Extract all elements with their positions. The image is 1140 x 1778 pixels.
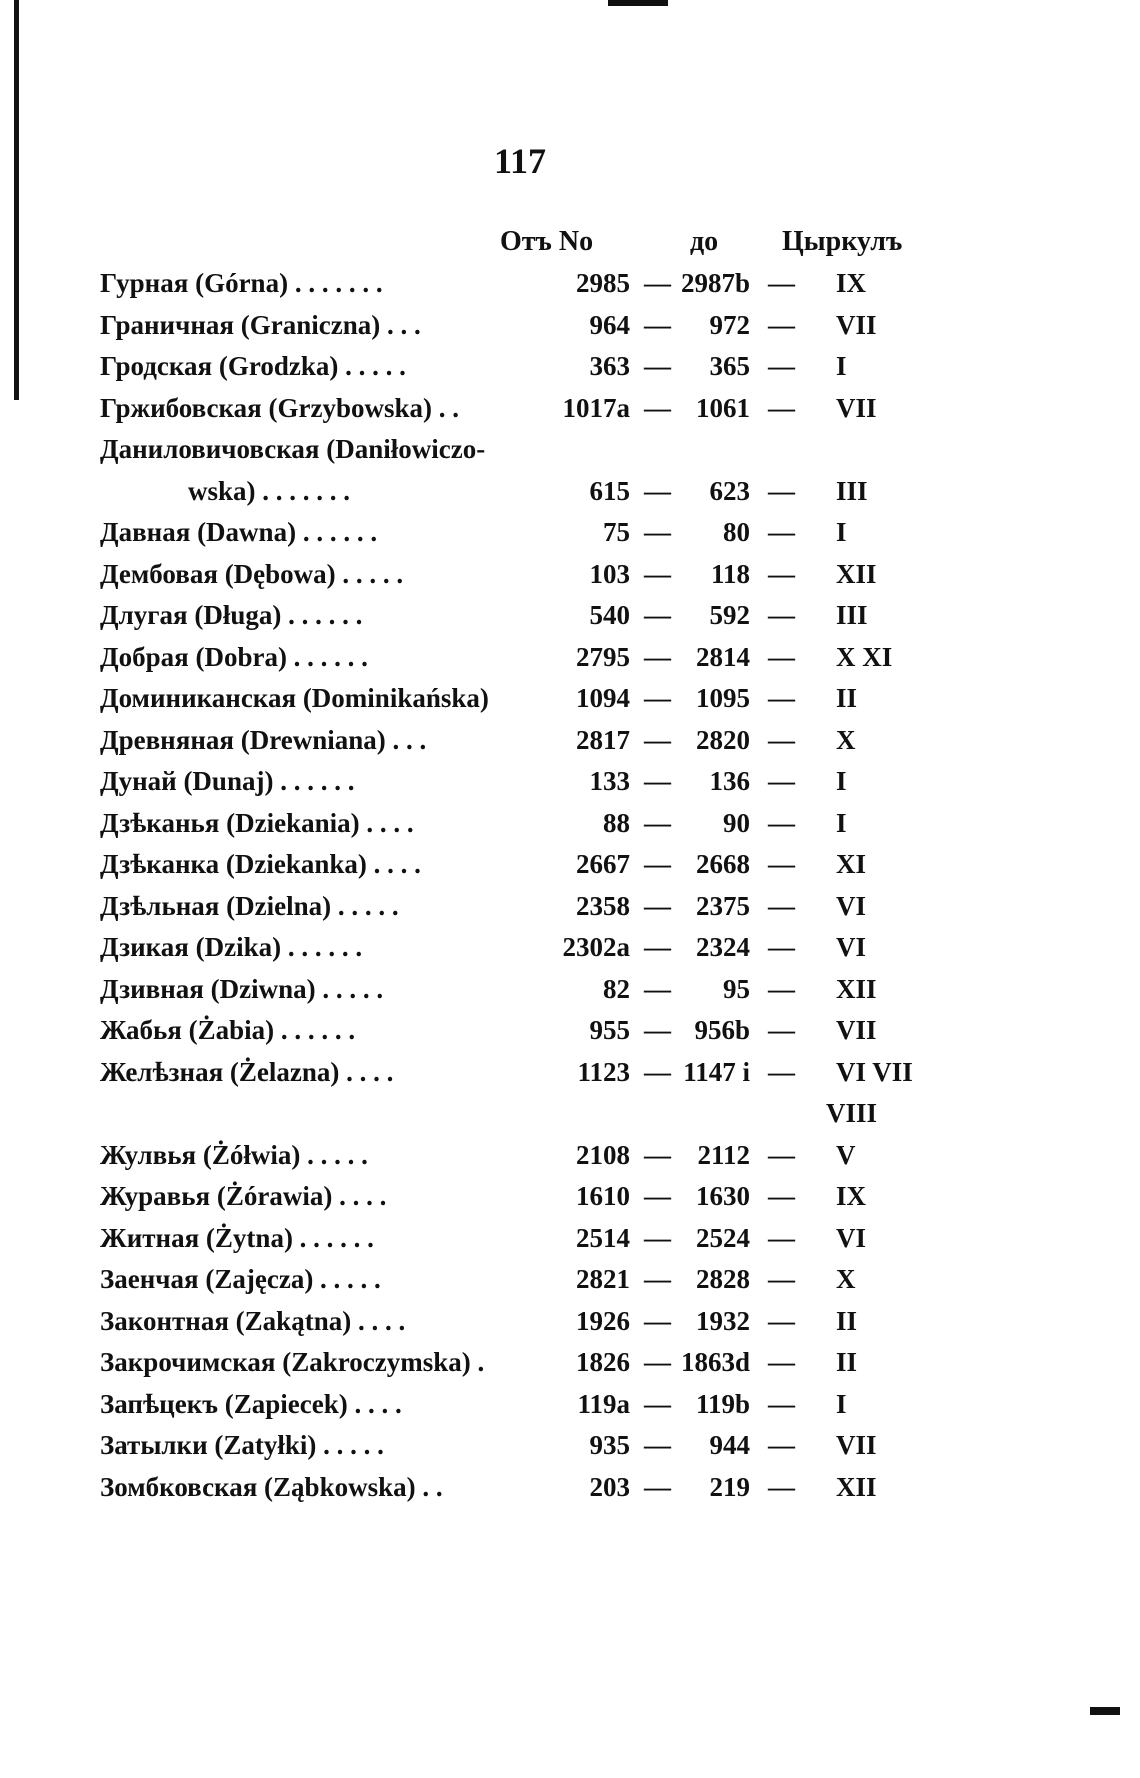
circuit-number: VI VII bbox=[836, 1056, 913, 1087]
street-name: Жулвья (Żółwia) . . . . . bbox=[100, 1139, 368, 1170]
house-from: 119a bbox=[577, 1388, 630, 1419]
table-row bbox=[0, 393, 1140, 435]
house-to: 2668 bbox=[696, 849, 750, 879]
house-from: 2514 bbox=[576, 1222, 630, 1253]
street-name: Дзѣльная (Dzielna) . . . . . bbox=[100, 890, 399, 921]
range-dash: — bbox=[644, 1015, 671, 1045]
house-to: 2324 bbox=[696, 932, 750, 962]
circuit-number: VII bbox=[836, 1430, 877, 1460]
range-dash: — bbox=[644, 351, 671, 381]
street-name: Древняная (Drewniana) . . . bbox=[100, 724, 427, 755]
house-from: 103 bbox=[589, 558, 630, 589]
house-from: 2795 bbox=[576, 641, 630, 672]
column-header-row bbox=[0, 226, 1140, 266]
house-to: 2524 bbox=[696, 1222, 750, 1253]
house-to: 118 bbox=[710, 558, 750, 589]
range-dash: — bbox=[644, 600, 671, 630]
range-dash: — bbox=[644, 517, 671, 547]
range-dash: — bbox=[644, 890, 671, 921]
circuit-number: VI bbox=[836, 932, 867, 962]
house-to: 95 bbox=[723, 973, 750, 1004]
table-row bbox=[0, 1306, 1140, 1348]
table-row bbox=[0, 476, 1140, 518]
street-name: Законтная (Zakątna) . . . . bbox=[100, 1305, 406, 1336]
table-row bbox=[0, 1389, 1140, 1431]
table-row bbox=[0, 1264, 1140, 1306]
circuit-number: VIII bbox=[826, 1098, 878, 1128]
circuit-number: VII bbox=[836, 392, 877, 423]
range-dash: — bbox=[644, 849, 671, 879]
circuit-number: IX bbox=[836, 1181, 867, 1211]
street-name: Длугая (Długa) . . . . . . bbox=[100, 600, 363, 630]
circuit-number: I bbox=[836, 1388, 847, 1419]
circuit-number: XI bbox=[836, 849, 867, 879]
house-to: 2375 bbox=[696, 890, 750, 921]
range-dash: — bbox=[768, 558, 795, 589]
scan-mark-top bbox=[608, 0, 668, 6]
range-dash: — bbox=[768, 683, 795, 713]
street-name: Даниловичовская (Daniłowiczo- bbox=[100, 434, 486, 464]
house-from: 363 bbox=[589, 351, 630, 381]
street-name: Доминиканская (Dominikańska) bbox=[100, 683, 489, 713]
house-to: 1630 bbox=[696, 1181, 750, 1211]
street-name: Житная (Żytna) . . . . . . bbox=[100, 1222, 374, 1253]
table-row bbox=[0, 268, 1140, 310]
house-from: 1926 bbox=[576, 1305, 630, 1336]
house-from: 133 bbox=[589, 766, 630, 796]
range-dash: — bbox=[644, 1056, 671, 1087]
range-dash: — bbox=[768, 475, 795, 506]
range-dash: — bbox=[644, 268, 671, 298]
house-from: 540 bbox=[589, 600, 630, 630]
circuit-number: VII bbox=[836, 1015, 877, 1045]
circuit-number: XII bbox=[836, 973, 877, 1004]
table-row bbox=[0, 600, 1140, 642]
range-dash: — bbox=[768, 1056, 795, 1087]
table-row bbox=[0, 974, 1140, 1016]
house-to: 80 bbox=[723, 517, 750, 547]
house-from: 2358 bbox=[576, 890, 630, 921]
table-row bbox=[0, 642, 1140, 684]
circuit-number: II bbox=[836, 1305, 858, 1336]
house-to: 365 bbox=[709, 351, 750, 381]
table-row bbox=[0, 683, 1140, 725]
house-from: 2667 bbox=[576, 849, 630, 879]
house-from: 964 bbox=[589, 309, 630, 340]
range-dash: — bbox=[768, 1347, 795, 1377]
range-dash: — bbox=[768, 1139, 795, 1170]
table-row bbox=[0, 1015, 1140, 1057]
table-row bbox=[0, 849, 1140, 891]
circuit-number: II bbox=[836, 683, 858, 713]
table-row bbox=[0, 1057, 1140, 1099]
range-dash: — bbox=[768, 1264, 795, 1294]
house-from: 2302a bbox=[562, 932, 630, 962]
house-to: 119b bbox=[695, 1388, 750, 1419]
scan-mark-bottom bbox=[1090, 1707, 1120, 1715]
house-from: 1123 bbox=[577, 1056, 630, 1087]
house-to: 1147 i bbox=[683, 1056, 750, 1087]
street-name: Дембовая (Dębowa) . . . . . bbox=[100, 558, 404, 589]
street-index-table bbox=[0, 268, 1140, 1513]
table-row bbox=[0, 766, 1140, 808]
street-name: Запѣцекъ (Zapiecek) . . . . bbox=[100, 1388, 402, 1419]
circuit-number: XII bbox=[836, 1471, 877, 1502]
range-dash: — bbox=[768, 766, 795, 796]
range-dash: — bbox=[644, 1181, 671, 1211]
street-name: Зомбковская (Ząbkowska) . . bbox=[100, 1471, 443, 1502]
circuit-number: IX bbox=[836, 268, 867, 298]
circuit-number: VI bbox=[836, 890, 867, 921]
street-name: Дзикая (Dzika) . . . . . . bbox=[100, 932, 363, 962]
house-from: 1826 bbox=[576, 1347, 630, 1377]
range-dash: — bbox=[644, 766, 671, 796]
street-name: Заенчая (Zajęcza) . . . . . bbox=[100, 1264, 381, 1294]
header-to: до bbox=[690, 226, 719, 257]
range-dash: — bbox=[644, 1139, 671, 1170]
table-row bbox=[0, 808, 1140, 850]
circuit-number: VI bbox=[836, 1222, 867, 1253]
circuit-number: X XI bbox=[836, 641, 893, 672]
house-from: 935 bbox=[589, 1430, 630, 1460]
range-dash: — bbox=[768, 1305, 795, 1336]
table-row bbox=[0, 559, 1140, 601]
range-dash: — bbox=[768, 517, 795, 547]
house-to: 2820 bbox=[696, 724, 750, 755]
range-dash: — bbox=[644, 1347, 671, 1377]
street-name: Добрая (Dobra) . . . . . . bbox=[100, 641, 368, 672]
range-dash: — bbox=[768, 1430, 795, 1460]
circuit-number: II bbox=[836, 1347, 858, 1377]
circuit-number: I bbox=[836, 766, 847, 796]
house-to: 136 bbox=[709, 766, 750, 796]
circuit-number: VII bbox=[836, 309, 877, 340]
street-name: Закрочимская (Zakroczymska) . bbox=[100, 1347, 485, 1377]
table-row bbox=[0, 434, 1140, 476]
house-to: 90 bbox=[723, 807, 750, 838]
range-dash: — bbox=[644, 1388, 671, 1419]
page-number: 117 bbox=[493, 141, 546, 181]
street-name: Граничная (Graniczna) . . . bbox=[100, 309, 421, 340]
range-dash: — bbox=[768, 392, 795, 423]
table-row bbox=[0, 517, 1140, 559]
table-row bbox=[0, 1347, 1140, 1389]
house-to: 623 bbox=[709, 475, 750, 506]
range-dash: — bbox=[768, 807, 795, 838]
house-from: 2821 bbox=[576, 1264, 630, 1294]
street-name: Гурная (Górna) . . . . . . . bbox=[100, 268, 383, 298]
table-row bbox=[0, 725, 1140, 767]
circuit-number: I bbox=[836, 351, 847, 381]
circuit-number: I bbox=[836, 807, 847, 838]
circuit-number: III bbox=[836, 475, 868, 506]
house-to: 2987b bbox=[680, 268, 750, 298]
table-row bbox=[0, 1223, 1140, 1265]
range-dash: — bbox=[644, 1430, 671, 1460]
range-dash: — bbox=[768, 1222, 795, 1253]
house-from: 82 bbox=[603, 973, 630, 1004]
table-row bbox=[0, 310, 1140, 352]
house-to: 219 bbox=[709, 1471, 750, 1502]
house-from: 2817 bbox=[576, 724, 630, 755]
street-name: Жабья (Żabia) . . . . . . bbox=[100, 1015, 356, 1045]
range-dash: — bbox=[768, 351, 795, 381]
house-to: 2828 bbox=[696, 1264, 750, 1294]
table-row bbox=[0, 1098, 1140, 1140]
house-from: 1610 bbox=[576, 1181, 630, 1211]
table-row bbox=[0, 891, 1140, 933]
house-from: 203 bbox=[589, 1471, 630, 1502]
house-from: 1094 bbox=[576, 683, 630, 713]
range-dash: — bbox=[644, 1305, 671, 1336]
house-to: 1061 bbox=[696, 392, 750, 423]
house-from: 88 bbox=[603, 807, 630, 838]
circuit-number: I bbox=[836, 517, 847, 547]
street-name: Гродская (Grodzka) . . . . . bbox=[100, 351, 406, 381]
street-name: Дунай (Dunaj) . . . . . . bbox=[100, 766, 355, 796]
table-row bbox=[0, 1140, 1140, 1182]
circuit-number: X bbox=[836, 1264, 856, 1294]
range-dash: — bbox=[768, 600, 795, 630]
range-dash: — bbox=[644, 475, 671, 506]
street-name: Дзѣканка (Dziekanka) . . . . bbox=[100, 849, 421, 879]
house-from: 75 bbox=[603, 517, 630, 547]
house-from: 955 bbox=[589, 1015, 630, 1045]
range-dash: — bbox=[644, 683, 671, 713]
house-to: 972 bbox=[709, 309, 750, 340]
house-to: 956b bbox=[694, 1015, 750, 1045]
circuit-number: XII bbox=[836, 558, 877, 589]
house-from: 1017a bbox=[562, 392, 630, 423]
range-dash: — bbox=[768, 641, 795, 672]
range-dash: — bbox=[768, 849, 795, 879]
range-dash: — bbox=[644, 558, 671, 589]
range-dash: — bbox=[768, 309, 795, 340]
house-from: 615 bbox=[589, 475, 630, 506]
range-dash: — bbox=[768, 890, 795, 921]
table-row bbox=[0, 1472, 1140, 1514]
range-dash: — bbox=[768, 1181, 795, 1211]
table-row bbox=[0, 1430, 1140, 1472]
range-dash: — bbox=[768, 1388, 795, 1419]
range-dash: — bbox=[768, 268, 795, 298]
range-dash: — bbox=[644, 724, 671, 755]
table-row bbox=[0, 1181, 1140, 1223]
range-dash: — bbox=[768, 1015, 795, 1045]
range-dash: — bbox=[644, 309, 671, 340]
range-dash: — bbox=[644, 1471, 671, 1502]
range-dash: — bbox=[768, 724, 795, 755]
street-name: Гржибовская (Grzybowska) . . bbox=[100, 392, 459, 423]
house-to: 1863d bbox=[680, 1347, 750, 1377]
range-dash: — bbox=[644, 641, 671, 672]
circuit-number: V bbox=[836, 1139, 856, 1170]
range-dash: — bbox=[644, 1222, 671, 1253]
range-dash: — bbox=[768, 932, 795, 962]
range-dash: — bbox=[768, 973, 795, 1004]
header-from: Отъ No bbox=[500, 226, 594, 257]
street-name: Желѣзная (Żelazna) . . . . bbox=[100, 1056, 394, 1087]
street-name: Дзивная (Dziwna) . . . . . bbox=[100, 973, 384, 1004]
street-name: Журавья (Żórawia) . . . . bbox=[100, 1181, 387, 1211]
house-to: 944 bbox=[709, 1430, 750, 1460]
range-dash: — bbox=[768, 1471, 795, 1502]
house-to: 1932 bbox=[696, 1305, 750, 1336]
street-name: Дзѣканья (Dziekania) . . . . bbox=[100, 807, 414, 838]
house-from: 2108 bbox=[576, 1139, 630, 1170]
street-name: Затылки (Zatyłki) . . . . . bbox=[100, 1430, 384, 1460]
house-to: 2112 bbox=[697, 1139, 750, 1170]
header-circuit: Цыркулъ bbox=[782, 226, 903, 257]
circuit-number: X bbox=[836, 724, 856, 755]
range-dash: — bbox=[644, 973, 671, 1004]
house-to: 2814 bbox=[696, 641, 750, 672]
street-name: wska) . . . . . . . bbox=[188, 475, 351, 506]
range-dash: — bbox=[644, 1264, 671, 1294]
house-to: 592 bbox=[709, 600, 750, 630]
table-row bbox=[0, 351, 1140, 393]
range-dash: — bbox=[644, 807, 671, 838]
range-dash: — bbox=[644, 932, 671, 962]
table-row bbox=[0, 932, 1140, 974]
range-dash: — bbox=[644, 392, 671, 423]
house-to: 1095 bbox=[696, 683, 750, 713]
street-name: Давная (Dawna) . . . . . . bbox=[100, 517, 378, 547]
circuit-number: III bbox=[836, 600, 868, 630]
house-from: 2985 bbox=[576, 268, 630, 298]
